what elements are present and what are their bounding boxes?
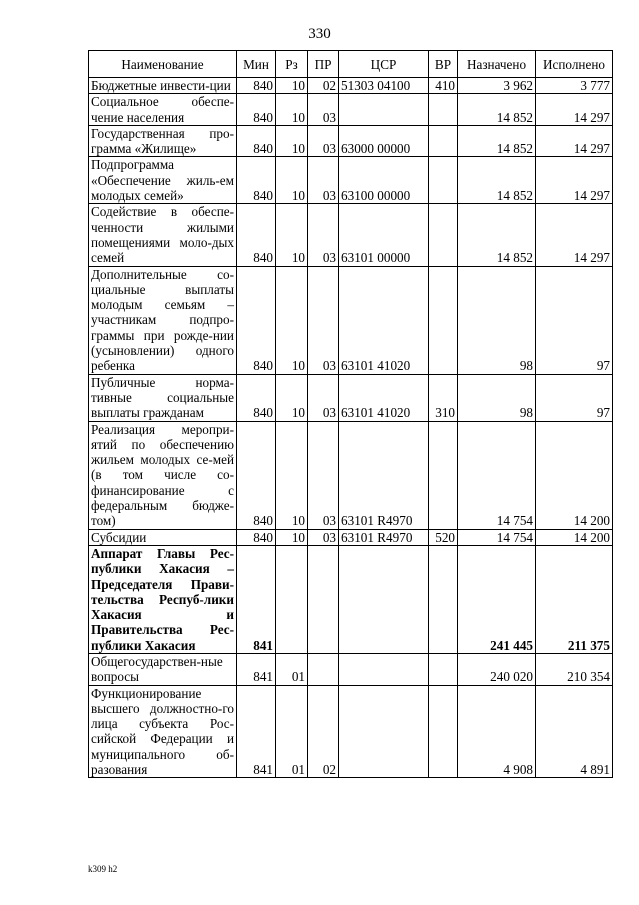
cell-name: Реализация меропри-ятий по обеспечению жильем молодых се-мей (в том числе со-финансирование с федеральным бюдже-том) (89, 421, 237, 529)
cell-rz: 10 (276, 529, 308, 545)
cell-rz: 10 (276, 266, 308, 374)
cell-executed: 210 354 (536, 653, 613, 685)
cell-name: Подпрограмма «Обеспечение жиль-ем молодых семей» (89, 157, 237, 204)
cell-min: 840 (237, 421, 276, 529)
cell-name: Публичные норма-тивные социальные выплаты гражданам (89, 374, 237, 421)
cell-rz: 10 (276, 94, 308, 126)
cell-executed: 14 200 (536, 421, 613, 529)
cell-pr: 03 (308, 125, 339, 157)
table-row (89, 653, 613, 685)
cell-csr (339, 545, 429, 653)
cell-vr (429, 685, 458, 778)
cell-csr (339, 94, 429, 126)
footer-code: k309 h2 (88, 864, 118, 874)
cell-assigned: 241 445 (458, 545, 536, 653)
table-row (89, 78, 613, 94)
table-body (89, 78, 613, 778)
cell-assigned: 3 962 (458, 78, 536, 94)
cell-executed: 4 891 (536, 685, 613, 778)
cell-min: 840 (237, 78, 276, 94)
cell-min: 841 (237, 545, 276, 653)
table-row (89, 545, 613, 653)
cell-pr: 03 (308, 94, 339, 126)
cell-csr: 51303 04100 (339, 78, 429, 94)
cell-pr: 03 (308, 374, 339, 421)
cell-pr: 03 (308, 266, 339, 374)
cell-vr (429, 653, 458, 685)
cell-min: 840 (237, 266, 276, 374)
cell-assigned: 240 020 (458, 653, 536, 685)
cell-executed: 97 (536, 266, 613, 374)
table-header-row (89, 51, 613, 78)
cell-pr (308, 653, 339, 685)
cell-executed: 14 297 (536, 94, 613, 126)
cell-name: Функционирование высшего должностно-го лица субъекта Рос-сийской Федерации и муниципального об-разования (89, 685, 237, 778)
cell-csr: 63101 00000 (339, 204, 429, 266)
cell-vr (429, 204, 458, 266)
cell-csr: 63101 41020 (339, 374, 429, 421)
cell-assigned: 14 852 (458, 157, 536, 204)
cell-name: Дополнительные со-циальные выплаты молодым семьям – участникам подпро-граммы при рожде-нии (усыновлении) одного ребенка (89, 266, 237, 374)
cell-pr: 02 (308, 685, 339, 778)
cell-rz: 01 (276, 653, 308, 685)
cell-csr: 63101 41020 (339, 266, 429, 374)
cell-rz: 10 (276, 204, 308, 266)
cell-min: 841 (237, 653, 276, 685)
header-rz: Рз (276, 51, 308, 78)
cell-min: 840 (237, 374, 276, 421)
cell-rz: 10 (276, 157, 308, 204)
cell-rz: 10 (276, 125, 308, 157)
header-pr: ПР (308, 51, 339, 78)
cell-vr (429, 125, 458, 157)
cell-name: Государственная про-грамма «Жилище» (89, 125, 237, 157)
cell-csr: 63101 R4970 (339, 529, 429, 545)
cell-assigned: 14 754 (458, 529, 536, 545)
cell-name: Субсидии (89, 529, 237, 545)
cell-min: 840 (237, 125, 276, 157)
cell-executed: 211 375 (536, 545, 613, 653)
cell-csr (339, 685, 429, 778)
cell-executed: 97 (536, 374, 613, 421)
cell-executed: 14 297 (536, 204, 613, 266)
cell-vr: 520 (429, 529, 458, 545)
cell-min: 841 (237, 685, 276, 778)
table-row (89, 266, 613, 374)
header-executed: Исполнено (536, 51, 613, 78)
cell-name: Общегосударствен-ные вопросы (89, 653, 237, 685)
cell-rz (276, 545, 308, 653)
header-assigned: Назначено (458, 51, 536, 78)
cell-vr (429, 94, 458, 126)
cell-name: Бюджетные инвести-ции (89, 78, 237, 94)
budget-table (88, 50, 613, 778)
cell-name: Аппарат Главы Рес-публики Хакасия – Председателя Прави-тельства Респуб-лики Хакасия и Правительства Рес-публики Хакасия (89, 545, 237, 653)
table-row (89, 204, 613, 266)
table-row (89, 125, 613, 157)
cell-min: 840 (237, 529, 276, 545)
cell-pr: 02 (308, 78, 339, 94)
cell-name: Социальное обеспе-чение населения (89, 94, 237, 126)
cell-executed: 14 297 (536, 125, 613, 157)
cell-vr: 410 (429, 78, 458, 94)
cell-vr (429, 157, 458, 204)
cell-vr (429, 266, 458, 374)
table-row (89, 374, 613, 421)
cell-vr: 310 (429, 374, 458, 421)
cell-assigned: 98 (458, 374, 536, 421)
cell-rz: 10 (276, 421, 308, 529)
cell-csr: 63000 00000 (339, 125, 429, 157)
cell-csr: 63101 R4970 (339, 421, 429, 529)
cell-pr: 03 (308, 204, 339, 266)
header-vr: ВР (429, 51, 458, 78)
cell-rz: 10 (276, 78, 308, 94)
cell-assigned: 14 852 (458, 204, 536, 266)
cell-executed: 3 777 (536, 78, 613, 94)
header-name: Наименование (89, 51, 237, 78)
cell-pr: 03 (308, 421, 339, 529)
cell-min: 840 (237, 94, 276, 126)
cell-pr: 03 (308, 529, 339, 545)
table-row (89, 157, 613, 204)
table-row (89, 685, 613, 778)
cell-pr (308, 545, 339, 653)
cell-vr (429, 545, 458, 653)
cell-vr (429, 421, 458, 529)
cell-assigned: 14 852 (458, 94, 536, 126)
header-min: Мин (237, 51, 276, 78)
cell-min: 840 (237, 157, 276, 204)
table-row (89, 421, 613, 529)
cell-assigned: 4 908 (458, 685, 536, 778)
cell-executed: 14 200 (536, 529, 613, 545)
cell-assigned: 14 852 (458, 125, 536, 157)
table-row (89, 529, 613, 545)
cell-assigned: 14 754 (458, 421, 536, 529)
page-number: 330 (308, 26, 331, 42)
cell-name: Содействие в обеспе-ченности жилыми помещениями моло-дых семей (89, 204, 237, 266)
cell-csr (339, 653, 429, 685)
cell-rz: 01 (276, 685, 308, 778)
cell-min: 840 (237, 204, 276, 266)
header-csr: ЦСР (339, 51, 429, 78)
cell-executed: 14 297 (536, 157, 613, 204)
cell-pr: 03 (308, 157, 339, 204)
cell-rz: 10 (276, 374, 308, 421)
table-row (89, 94, 613, 126)
cell-csr: 63100 00000 (339, 157, 429, 204)
cell-assigned: 98 (458, 266, 536, 374)
